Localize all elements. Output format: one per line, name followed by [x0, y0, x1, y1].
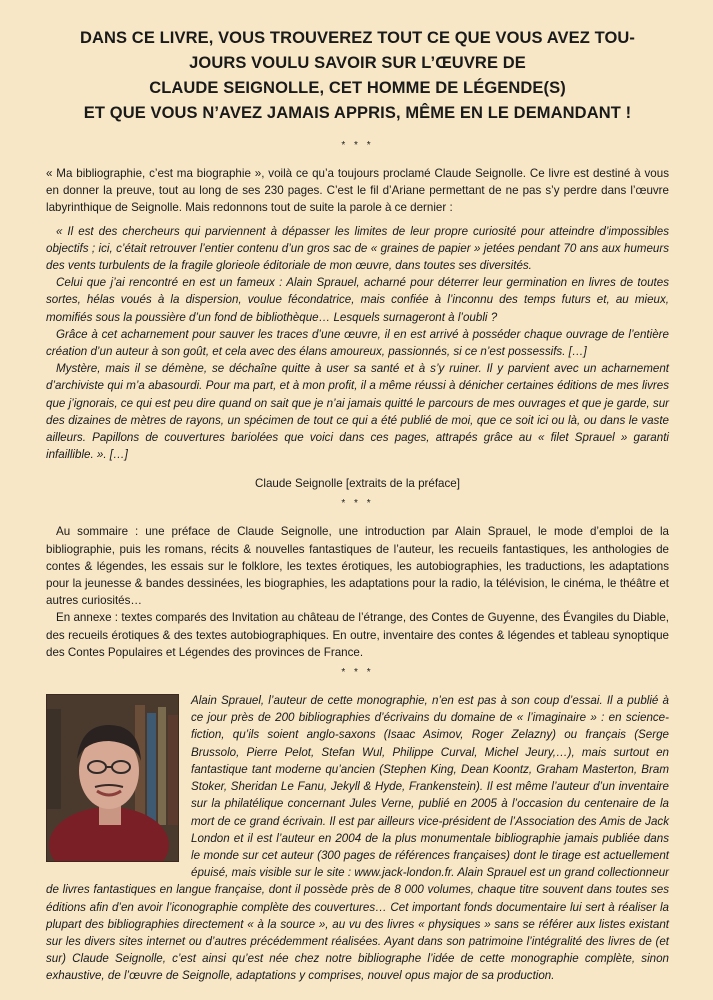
- summary-paragraph-2: En annexe : textes comparés des Invitation au château de l’étrange, des Contes de Guyenne, des Évangiles du Diable, des recueils érotiques & des textes autobiographiques. En outre, inventaire des contes & légendes et tableau synoptique des Contes Populaires et Légendes des provinces de France.: [46, 611, 669, 659]
- intro-paragraph: « Ma bibliographie, c’est ma biographie », voilà ce qu’a toujours proclamé Claude Seignolle. Ce livre est destiné à vous en donner la preuve, tout au long de ses 230 pages. C’est le fil d’Ariane permettant de ne pas s’y perdre dans l’œuvre labyrinthique de Seignolle. Mais redonnons tout de suite la parole à ce dernier :: [46, 167, 669, 215]
- quote-signature: Claude Seignolle [extraits de la préface]: [255, 477, 460, 491]
- quote-paragraph-1: « Il est des chercheurs qui parviennent à dépasser les limites de leur propre curiosité pour atteindre d’impossibles objectifs ; ici, c’était retrouver l’entier contenu d’un gros sac de « graines de papier » jetées pendant 70 ans aux humeurs des vents turbulents de la fragile glorieole éditoriale de mon œuvre, dans toutes ses diversités.: [46, 224, 669, 273]
- separator-2: * * *: [341, 498, 374, 510]
- separator-3: * * *: [341, 667, 374, 679]
- headline-line-3: CLAUDE SEIGNOLLE, CET HOMME DE LÉGENDE(S): [149, 79, 566, 97]
- headline: [46, 26, 669, 126]
- headline-line-1: DANS CE LIVRE, VOUS TROUVEREZ TOUT CE QUE VOUS AVEZ TOU-: [79, 29, 636, 47]
- summary-section: [46, 523, 669, 661]
- author-bio-text: Alain Sprauel, l’auteur de cette monographie, n’en est pas à son coup d’essai. Il a publié à ce jour près de 200 bibliographies d’écrivains du domaine de « l’imaginaire » : en science-fiction, qu’ils soient anglo-saxons (Isaac Asimov, Roger Zelazny) ou français (Serge Brussolo, Pierre Pelot, Stefan Wul, Philippe Curval, Michel Jeury,…), mais surtout en fantastique tant moderne qu’ancien (Stephen King, Dean Koontz, Graham Masterton, Bram Stoker, Sheridan Le Fanu, Jekyll & Hyde, Frankenstein). Il est même l’auteur d’un inventaire sur la philatélique concernant Jules Verne, publié en 2005 à l’occasion du centenaire de la mort de ce grand écrivain. Il est par ailleurs vice-président de l’Association des Amis de Jack London et il est l’auteur en 2004 de la plus monumentale bibliographie jamais publiée dans le monde sur cet auteur (300 pages de références françaises) dont le tirage est actuellement épuisé, mais visible sur le site : www.jack-london.fr. Alain Sprauel est un grand collectionneur de livres fantastiques en langue française, dont il possède près de 8 000 volumes, chaque titre souvent dans toutes ses éditions afin d’en avoir l’iconographie complète des couvertures… Cet important fonds documentaire lui sert à réaliser la plupart des bibliographies directement « à la source », au vu des livres « physiques » sans se référer aux listes existant sur les divers sites internet ou d’autres précédemment réalisées. Ayant dans son patrimoine l’intégralité des livres de (et sur) Claude Seignolle, c’est ainsi qu’est née chez notre bibliographe l’idée de cette monographie complète, sinon exhaustive, de l’œuvre de Seignolle, adaptations y comprises, nouvel opus major de sa production.: [46, 694, 669, 983]
- quote-paragraph-3: Grâce à cet acharnement pour sauver les traces d’une œuvre, il en est arrivé à posséder chaque ouvrage de l’entière création d’un auteur à son goût, et cela avec des élans amoureux, passionnés, si ce n’est possessifs. […]: [46, 327, 669, 359]
- headline-line-4: ET QUE VOUS N’AVEZ JAMAIS APPRIS, MÊME EN LE DEMANDANT !: [83, 104, 632, 122]
- quote-paragraph-2: Celui que j’ai rencontré en est un fameux : Alain Sprauel, acharné pour déterrer leur germination en livres de toutes sortes, hélas voués à la dispersion, voulue fécondatrice, mais confiée à l’inconnu des temps futurs et, au mieux, momifiés sous la poussière d’un fond de bibliothèque… Lesquels surnageront à l’oubli ?: [46, 276, 669, 324]
- quote-paragraph-4: Mystère, mais il se démène, se déchaîne quitte à user sa santé et à s’y ruiner. Il y parvient avec un acharnement d’archiviste qui m’a abasourdi. Pour ma part, et à mon profit, il a même réussi à dénicher certaines éditions de mes livres que j’ignorais, ce qui est peu dire quand on sait que je n’ai jamais quitté le parcours de mes ouvrages et que je garde, sur des dizaines de mètres de rayons, un spécimen de tout ce qui a été publié de moi, que ce soit ici ou là, ou dans le vaste ailleurs. Papillons de couvertures bariolées que voici dans ces pages, attrapés grâce au « filet Sprauel » garanti infaillible. ». […]: [46, 362, 669, 462]
- separator-1: * * *: [341, 140, 374, 151]
- headline-line-2: JOURS VOULU SAVOIR SUR L’ŒUVRE DE: [189, 54, 526, 72]
- author-photo: [46, 694, 179, 862]
- summary-paragraph-1: Au sommaire : une préface de Claude Seignolle, une introduction par Alain Sprauel, le mode d’emploi de la bibliographie, puis les romans, récits & nouvelles fantastiques de l’auteur, les recueils fantastiques, les anthologies de contes & légendes, les essais sur le folklore, les textes érotiques, les autobiographies, les traductions, les adaptations pour la jeunesse & bandes dessinées, les biographies, les adaptations pour la radio, la télévision, le cinéma, le théâtre et autres curiosités…: [46, 525, 669, 608]
- author-bio-section: [46, 692, 669, 984]
- portrait-image: [47, 695, 178, 861]
- preface-quote: [46, 223, 669, 464]
